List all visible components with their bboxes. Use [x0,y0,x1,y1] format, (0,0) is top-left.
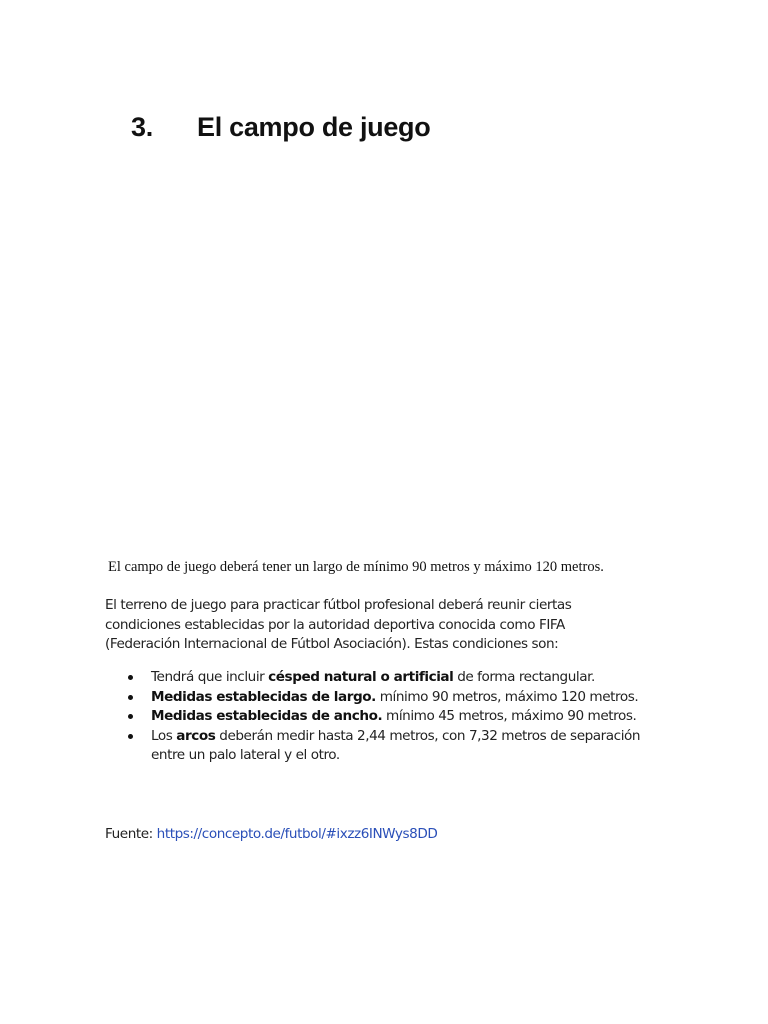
intro-line: El campo de juego deberá tener un largo de mínimo 90 metros y máximo 120 metros. [108,559,604,575]
item-text: entre un palo lateral y el otro. [151,747,340,763]
section-heading [131,112,430,143]
list-item [126,727,706,766]
item-text: mínimo 45 metros, máximo 90 metros. [382,708,637,724]
item-text: Tendrá que incluir [151,669,269,685]
bullet-icon [128,714,133,719]
list-item [126,688,706,708]
item-text: deberán medir hasta 2,44 metros, con 7,32 metros de separación [215,727,641,744]
item-text: mínimo 90 metros, máximo 120 metros. [375,688,639,705]
source-link[interactable]: https://concepto.de/futbol/#ixzz6INWys8DD [156,826,438,842]
list-item [126,668,706,688]
item-bold-text: Medidas establecidas de ancho. [151,708,383,724]
section-title: El campo de juego [197,112,431,142]
item-bold-text: césped natural o artificial [268,669,454,685]
bullet-icon [128,695,133,700]
paragraph-line: El terreno de juego para practicar fútbol profesional deberá reunir ciertas [105,597,572,613]
item-bold-text: arcos [176,727,216,744]
paragraph-line: (Federación Internacional de Fútbol Asociación). Estas condiciones son: [105,636,559,652]
item-text: de forma rectangular. [453,669,595,685]
section-number: 3. [131,112,153,142]
bullet-icon [128,675,133,680]
bullet-icon [128,734,133,739]
item-bold-text: Medidas establecidas de largo. [151,688,376,705]
body-paragraph [105,596,665,655]
list-item [126,707,706,727]
paragraph-line: condiciones establecidas por la autoridad deportiva conocida como FIFA [105,616,565,633]
conditions-list [126,668,706,766]
source-label: Fuente: [105,826,157,842]
item-text: Los [151,727,177,744]
source-line [105,826,437,842]
